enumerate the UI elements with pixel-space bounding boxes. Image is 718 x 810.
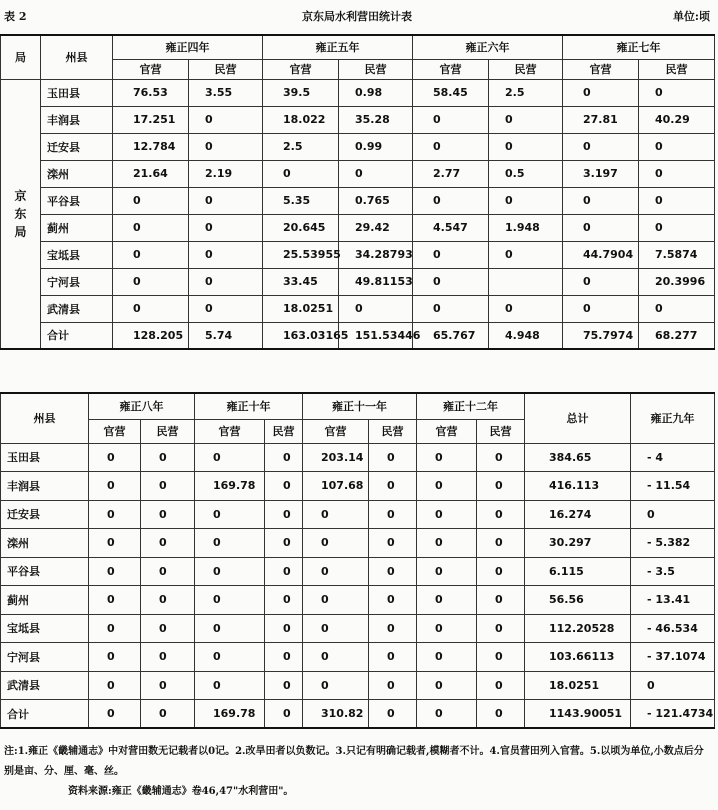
value-cell: 0	[477, 443, 525, 472]
value-cell: 0	[89, 700, 141, 729]
value-cell: 0	[417, 643, 477, 672]
table-row	[1, 557, 715, 586]
value-cell: 0	[89, 529, 141, 558]
table-row	[1, 322, 715, 349]
value-cell: 0	[639, 295, 715, 322]
total-cell: 18.0251	[525, 671, 631, 700]
table-yongzheng-8-12	[0, 392, 715, 729]
value-cell: 0	[417, 443, 477, 472]
value-cell: 2.5	[489, 79, 563, 106]
value-cell: 0	[563, 187, 639, 214]
value-cell: 0	[265, 643, 303, 672]
county-cell: 玉田县	[41, 79, 113, 106]
value-cell: 0	[189, 106, 263, 133]
value-cell: 0	[303, 500, 369, 529]
county-cell: 滦州	[1, 529, 89, 558]
value-cell: 0	[477, 586, 525, 615]
total-cell: 56.56	[525, 586, 631, 615]
table-row	[1, 133, 715, 160]
official-header: 官营	[195, 419, 265, 443]
value-cell: 0	[303, 557, 369, 586]
private-header: 民营	[141, 419, 195, 443]
value-cell: 4.948	[489, 322, 563, 349]
value-cell: 0	[141, 557, 195, 586]
county-cell: 宝坻县	[1, 614, 89, 643]
year-header: 雍正七年	[563, 35, 715, 59]
value-cell: 0	[413, 268, 489, 295]
year9-cell: 0	[631, 671, 715, 700]
value-cell: 151.53446	[339, 322, 413, 349]
table1-body	[1, 79, 715, 349]
value-cell: 0	[413, 241, 489, 268]
official-header: 官营	[263, 59, 339, 79]
value-cell: 3.197	[563, 160, 639, 187]
value-cell: 128.205	[113, 322, 189, 349]
value-cell: 0	[417, 700, 477, 729]
private-header: 民营	[639, 59, 715, 79]
value-cell: 0	[413, 295, 489, 322]
value-cell: 0	[265, 557, 303, 586]
value-cell: 169.78	[195, 472, 265, 501]
county-cell: 平谷县	[1, 557, 89, 586]
value-cell: 5.35	[263, 187, 339, 214]
private-header: 民营	[265, 419, 303, 443]
value-cell: 0	[195, 643, 265, 672]
year9-cell: - 46.534	[631, 614, 715, 643]
county-cell: 武清县	[41, 295, 113, 322]
value-cell: 0	[141, 529, 195, 558]
table-row	[1, 700, 715, 729]
value-cell: 0	[195, 586, 265, 615]
year9-cell: - 37.1074	[631, 643, 715, 672]
value-cell: 0	[639, 79, 715, 106]
value-cell: 0	[303, 586, 369, 615]
value-cell: 65.767	[413, 322, 489, 349]
value-cell: 58.45	[413, 79, 489, 106]
footnote: 注:1.雍正《畿辅通志》中对营田数无记载者以0记。2.改旱田者以负数记。3.只记有明确记载者,模糊者不计。4.官员营田列入官营。5.以顷为单位,小数点后分别是亩、分、厘、毫、丝。	[4, 746, 704, 777]
county-header: 州县	[41, 35, 113, 79]
value-cell: 0	[141, 671, 195, 700]
value-cell: 3.55	[189, 79, 263, 106]
year9-cell: - 11.54	[631, 472, 715, 501]
county-cell: 丰润县	[1, 472, 89, 501]
year9-cell: - 13.41	[631, 586, 715, 615]
value-cell: 169.78	[195, 700, 265, 729]
table-row	[1, 529, 715, 558]
table-yongzheng-4-7	[0, 34, 715, 350]
table-row	[1, 268, 715, 295]
value-cell: 0	[89, 586, 141, 615]
table-row	[1, 187, 715, 214]
value-cell: 75.7974	[563, 322, 639, 349]
year-header: 雍正五年	[263, 35, 413, 59]
value-cell: 2.19	[189, 160, 263, 187]
value-cell: 0	[89, 557, 141, 586]
value-cell	[489, 268, 563, 295]
table-row	[1, 106, 715, 133]
value-cell: 0	[489, 241, 563, 268]
value-cell: 0	[369, 671, 417, 700]
county-cell: 平谷县	[41, 187, 113, 214]
value-cell: 0	[265, 586, 303, 615]
value-cell: 20.645	[263, 214, 339, 241]
official-header: 官营	[417, 419, 477, 443]
value-cell: 0	[369, 443, 417, 472]
value-cell: 0	[141, 586, 195, 615]
value-cell: 0	[417, 671, 477, 700]
total-cell: 103.66113	[525, 643, 631, 672]
year9-cell: - 3.5	[631, 557, 715, 586]
county-cell: 宁河县	[1, 643, 89, 672]
table-row	[1, 643, 715, 672]
value-cell: 0	[639, 133, 715, 160]
table-row	[1, 586, 715, 615]
county-header: 州县	[1, 393, 89, 443]
value-cell: 0.99	[339, 133, 413, 160]
value-cell: 0	[141, 472, 195, 501]
value-cell: 310.82	[303, 700, 369, 729]
value-cell: 12.784	[113, 133, 189, 160]
value-cell: 0	[339, 160, 413, 187]
official-header: 官营	[303, 419, 369, 443]
value-cell: 0	[477, 643, 525, 672]
total-header: 总计	[525, 393, 631, 443]
value-cell: 0	[413, 187, 489, 214]
value-cell: 34.28793	[339, 241, 413, 268]
value-cell: 0	[141, 700, 195, 729]
value-cell: 0	[477, 472, 525, 501]
value-cell: 0	[265, 529, 303, 558]
notes	[4, 742, 712, 802]
table-row	[1, 79, 715, 106]
value-cell: 107.68	[303, 472, 369, 501]
value-cell: 0	[141, 614, 195, 643]
value-cell: 0	[189, 187, 263, 214]
year9-cell: - 5.382	[631, 529, 715, 558]
value-cell: 0	[369, 643, 417, 672]
value-cell: 0	[89, 614, 141, 643]
total-cell: 6.115	[525, 557, 631, 586]
official-header: 官营	[563, 59, 639, 79]
value-cell: 18.0251	[263, 295, 339, 322]
private-header: 民营	[477, 419, 525, 443]
year9-cell: - 4	[631, 443, 715, 472]
value-cell: 0	[141, 500, 195, 529]
value-cell: 0	[89, 500, 141, 529]
value-cell: 0	[489, 106, 563, 133]
value-cell: 0	[113, 187, 189, 214]
table-title: 京东局水利营田统计表	[302, 10, 412, 23]
value-cell: 0	[265, 671, 303, 700]
value-cell: 0	[369, 586, 417, 615]
table-row	[1, 160, 715, 187]
value-cell: 29.42	[339, 214, 413, 241]
value-cell: 5.74	[189, 322, 263, 349]
value-cell: 33.45	[263, 268, 339, 295]
table-header	[4, 6, 710, 26]
value-cell: 0.98	[339, 79, 413, 106]
value-cell: 0.5	[489, 160, 563, 187]
value-cell: 0	[477, 700, 525, 729]
table-row	[1, 214, 715, 241]
county-cell: 武清县	[1, 671, 89, 700]
table-row	[1, 500, 715, 529]
total-cell: 1143.90051	[525, 700, 631, 729]
table2-body	[1, 443, 715, 728]
value-cell: 0	[417, 472, 477, 501]
value-cell: 0.765	[339, 187, 413, 214]
value-cell: 68.277	[639, 322, 715, 349]
value-cell: 0	[141, 443, 195, 472]
year-header: 雍正六年	[413, 35, 563, 59]
value-cell: 7.5874	[639, 241, 715, 268]
value-cell: 0	[265, 614, 303, 643]
private-header: 民营	[369, 419, 417, 443]
value-cell: 163.03165	[263, 322, 339, 349]
county-cell: 宝坻县	[41, 241, 113, 268]
value-cell: 18.022	[263, 106, 339, 133]
value-cell: 0	[563, 214, 639, 241]
value-cell: 0	[189, 133, 263, 160]
source-note: 资料来源:雍正《畿辅通志》卷46,47"水利营田"。	[68, 786, 294, 797]
total-cell: 384.65	[525, 443, 631, 472]
value-cell: 0	[195, 500, 265, 529]
value-cell: 0	[639, 187, 715, 214]
value-cell: 35.28	[339, 106, 413, 133]
value-cell: 0	[141, 643, 195, 672]
value-cell: 0	[189, 214, 263, 241]
value-cell: 0	[369, 700, 417, 729]
private-header: 民营	[489, 59, 563, 79]
total-cell: 416.113	[525, 472, 631, 501]
value-cell: 0	[89, 472, 141, 501]
table-row	[1, 443, 715, 472]
year9-header: 雍正九年	[631, 393, 715, 443]
county-cell: 宁河县	[41, 268, 113, 295]
value-cell: 0	[417, 557, 477, 586]
value-cell: 0	[489, 133, 563, 160]
value-cell: 0	[417, 500, 477, 529]
value-cell: 0	[195, 529, 265, 558]
total-cell: 16.274	[525, 500, 631, 529]
value-cell: 0	[477, 557, 525, 586]
official-header: 官营	[89, 419, 141, 443]
value-cell: 0	[113, 295, 189, 322]
value-cell: 0	[265, 443, 303, 472]
value-cell: 0	[417, 614, 477, 643]
value-cell: 0	[477, 500, 525, 529]
county-cell: 蓟州	[41, 214, 113, 241]
value-cell: 0	[563, 295, 639, 322]
value-cell: 1.948	[489, 214, 563, 241]
value-cell: 0	[477, 671, 525, 700]
value-cell: 0	[303, 643, 369, 672]
value-cell: 0	[195, 671, 265, 700]
value-cell: 0	[195, 614, 265, 643]
value-cell: 0	[303, 671, 369, 700]
value-cell: 44.7904	[563, 241, 639, 268]
value-cell: 0	[113, 268, 189, 295]
value-cell: 0	[89, 443, 141, 472]
county-cell: 合计	[1, 700, 89, 729]
value-cell: 0	[265, 472, 303, 501]
year-header: 雍正四年	[113, 35, 263, 59]
value-cell: 0	[369, 472, 417, 501]
value-cell: 0	[417, 586, 477, 615]
county-cell: 玉田县	[1, 443, 89, 472]
value-cell: 0	[89, 671, 141, 700]
private-header: 民营	[339, 59, 413, 79]
value-cell: 0	[265, 500, 303, 529]
value-cell: 49.81153	[339, 268, 413, 295]
county-cell: 迁安县	[1, 500, 89, 529]
value-cell: 0	[477, 614, 525, 643]
table-number: 表 2	[4, 10, 27, 23]
value-cell: 0	[189, 268, 263, 295]
table-row	[1, 295, 715, 322]
value-cell: 20.3996	[639, 268, 715, 295]
value-cell: 25.53955	[263, 241, 339, 268]
official-header: 官营	[113, 59, 189, 79]
value-cell: 0	[489, 187, 563, 214]
year-header: 雍正十一年	[303, 393, 417, 419]
value-cell: 0	[413, 133, 489, 160]
year9-cell: 0	[631, 500, 715, 529]
county-cell: 迁安县	[41, 133, 113, 160]
bureau-cell: 京东局	[1, 79, 41, 349]
county-cell: 滦州	[41, 160, 113, 187]
value-cell: 0	[563, 133, 639, 160]
value-cell: 0	[339, 295, 413, 322]
value-cell: 0	[639, 160, 715, 187]
value-cell: 0	[195, 557, 265, 586]
value-cell: 0	[189, 295, 263, 322]
value-cell: 0	[189, 241, 263, 268]
official-header: 官营	[413, 59, 489, 79]
value-cell: 0	[303, 529, 369, 558]
value-cell: 27.81	[563, 106, 639, 133]
value-cell: 0	[369, 614, 417, 643]
table-row	[1, 614, 715, 643]
value-cell: 21.64	[113, 160, 189, 187]
value-cell: 0	[113, 214, 189, 241]
value-cell: 0	[369, 557, 417, 586]
value-cell: 0	[369, 529, 417, 558]
table-row	[1, 472, 715, 501]
value-cell: 0	[477, 529, 525, 558]
value-cell: 2.5	[263, 133, 339, 160]
county-cell: 丰润县	[41, 106, 113, 133]
year-header: 雍正十年	[195, 393, 303, 419]
value-cell: 0	[413, 106, 489, 133]
county-cell: 蓟州	[1, 586, 89, 615]
value-cell: 39.5	[263, 79, 339, 106]
table-row	[1, 671, 715, 700]
table-row	[1, 241, 715, 268]
bureau-header: 局	[1, 35, 41, 79]
value-cell: 2.77	[413, 160, 489, 187]
value-cell: 17.251	[113, 106, 189, 133]
year9-cell: - 121.4734	[631, 700, 715, 729]
value-cell: 0	[303, 614, 369, 643]
year-header: 雍正八年	[89, 393, 195, 419]
value-cell: 203.14	[303, 443, 369, 472]
county-cell: 合计	[41, 322, 113, 349]
value-cell: 0	[369, 500, 417, 529]
value-cell: 0	[489, 295, 563, 322]
value-cell: 0	[639, 214, 715, 241]
year-header: 雍正十二年	[417, 393, 525, 419]
value-cell: 0	[113, 241, 189, 268]
total-cell: 30.297	[525, 529, 631, 558]
value-cell: 0	[417, 529, 477, 558]
private-header: 民营	[189, 59, 263, 79]
value-cell: 0	[563, 268, 639, 295]
total-cell: 112.20528	[525, 614, 631, 643]
value-cell: 40.29	[639, 106, 715, 133]
value-cell: 4.547	[413, 214, 489, 241]
value-cell: 0	[265, 700, 303, 729]
value-cell: 0	[563, 79, 639, 106]
value-cell: 76.53	[113, 79, 189, 106]
unit-label: 单位:顷	[672, 10, 710, 23]
value-cell: 0	[89, 643, 141, 672]
value-cell: 0	[263, 160, 339, 187]
value-cell: 0	[195, 443, 265, 472]
